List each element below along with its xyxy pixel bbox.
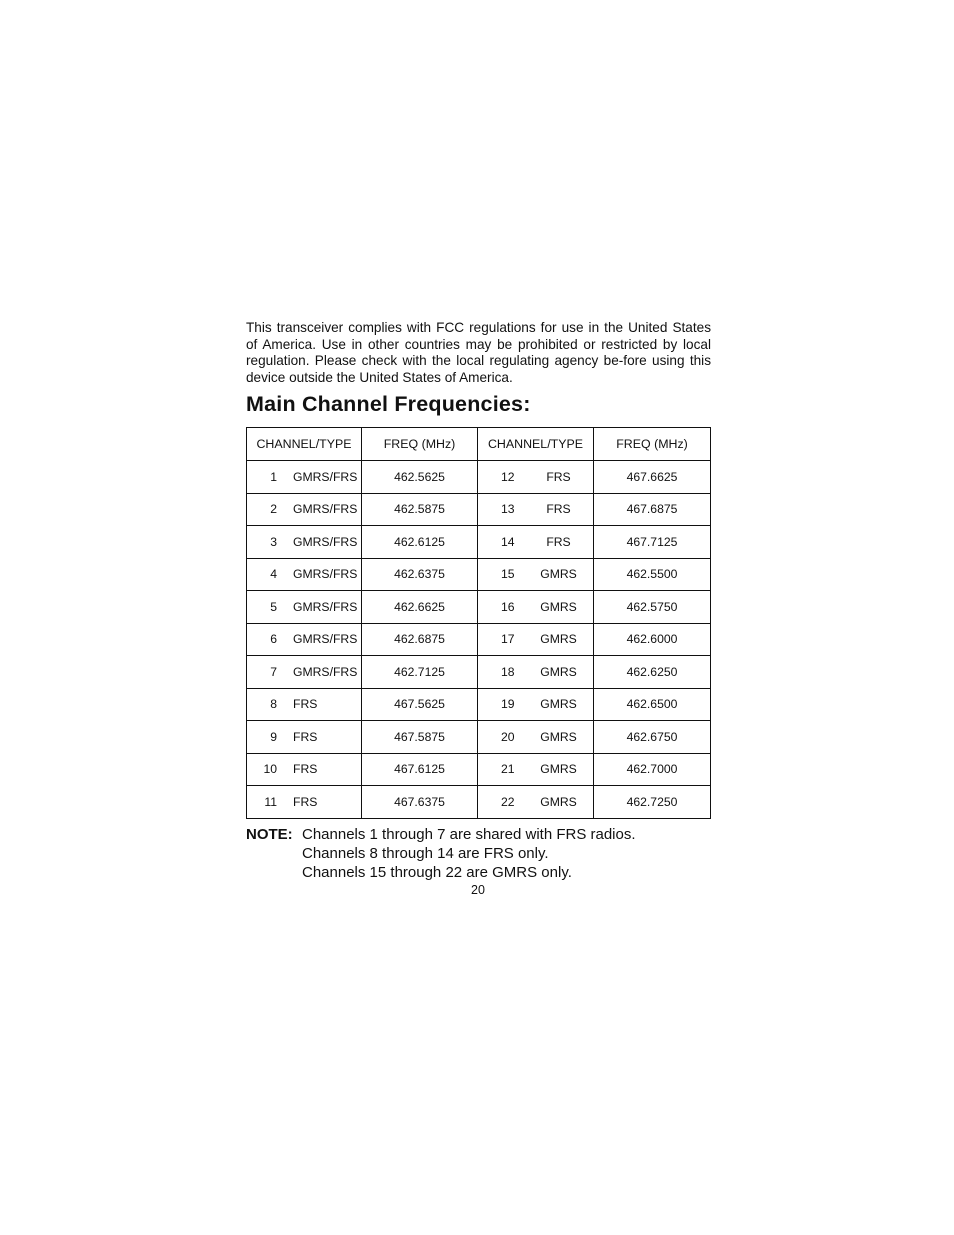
table-row	[247, 526, 711, 559]
frequency-cell: 467.6125	[362, 753, 478, 786]
frequency-cell: 462.5750	[594, 591, 711, 624]
channel-number: 4	[270, 567, 277, 582]
channel-type-cell	[247, 753, 362, 786]
frequency-cell: 462.6500	[594, 688, 711, 721]
channel-type: GMRS	[540, 567, 577, 582]
channel-type-cell	[478, 623, 594, 656]
channel-type-cell	[478, 558, 594, 591]
frequency-cell: 462.7125	[362, 656, 478, 689]
channel-number: 6	[270, 632, 277, 647]
channel-number: 19	[501, 697, 515, 712]
table-row	[247, 623, 711, 656]
channel-type: GMRS/FRS	[293, 664, 358, 679]
header-channel-type-right: CHANNEL/TYPE	[478, 428, 594, 461]
channel-number: 7	[270, 664, 277, 679]
frequency-cell: 462.6875	[362, 623, 478, 656]
channel-type-cell	[478, 461, 594, 494]
header-freq-left: FREQ (MHz)	[362, 428, 478, 461]
channel-type-cell	[247, 786, 362, 819]
channel-type: GMRS/FRS	[293, 567, 358, 582]
frequency-cell: 462.5500	[594, 558, 711, 591]
channel-type: FRS	[293, 729, 318, 744]
channel-type-cell	[247, 656, 362, 689]
intro-paragraph: This transceiver complies with FCC regulations for use in the United States of America. Use in other countries may be prohibited or restricted by local regulation. Please check with the local regulating agency be-fore using this device outside the United States of America.	[246, 320, 711, 385]
channel-frequency-table	[246, 427, 711, 819]
channel-type: FRS	[546, 534, 571, 549]
channel-type: GMRS	[540, 632, 577, 647]
channel-number: 9	[270, 729, 277, 744]
channel-type-cell	[247, 558, 362, 591]
channel-number: 10	[263, 762, 277, 777]
channel-number: 17	[501, 632, 515, 647]
note-label: NOTE:	[246, 826, 293, 843]
frequency-cell: 467.6875	[594, 493, 711, 526]
channel-type-cell	[247, 688, 362, 721]
frequency-cell: 462.6750	[594, 721, 711, 754]
frequency-cell: 462.5625	[362, 461, 478, 494]
channel-number: 21	[501, 762, 515, 777]
channel-type-cell	[478, 721, 594, 754]
table-row	[247, 753, 711, 786]
frequency-cell: 462.6375	[362, 558, 478, 591]
channel-type: FRS	[546, 469, 571, 484]
channel-number: 12	[501, 469, 515, 484]
note-line: Channels 1 through 7 are shared with FRS radios.	[302, 826, 636, 843]
frequency-cell: 467.5875	[362, 721, 478, 754]
channel-type-cell	[478, 688, 594, 721]
frequency-cell: 467.5625	[362, 688, 478, 721]
channel-number: 20	[501, 729, 515, 744]
channel-number: 2	[270, 502, 277, 517]
table-row	[247, 591, 711, 624]
channel-type: GMRS	[540, 762, 577, 777]
channel-number: 1	[270, 469, 277, 484]
frequency-cell: 462.7250	[594, 786, 711, 819]
channel-type: FRS	[293, 697, 318, 712]
frequency-cell: 462.6250	[594, 656, 711, 689]
table-row	[247, 721, 711, 754]
page-title: Main Channel Frequencies:	[246, 392, 531, 416]
frequency-cell: 462.6625	[362, 591, 478, 624]
channel-type: GMRS	[540, 729, 577, 744]
channel-type-cell	[247, 623, 362, 656]
channel-number: 3	[270, 534, 277, 549]
frequency-cell: 467.6375	[362, 786, 478, 819]
manual-page	[246, 320, 711, 897]
header-channel-type-left: CHANNEL/TYPE	[247, 428, 362, 461]
channel-type-cell	[247, 526, 362, 559]
channel-type: GMRS/FRS	[293, 469, 358, 484]
table-row	[247, 786, 711, 819]
channel-type: FRS	[293, 762, 318, 777]
table-row	[247, 656, 711, 689]
frequency-cell: 462.6125	[362, 526, 478, 559]
note-line: Channels 8 through 14 are FRS only.	[302, 845, 549, 863]
channel-number: 5	[270, 599, 277, 614]
channel-type: FRS	[546, 502, 571, 517]
header-freq-right: FREQ (MHz)	[594, 428, 711, 461]
channel-type: GMRS/FRS	[293, 599, 358, 614]
channel-number: 18	[501, 664, 515, 679]
channel-type-cell	[478, 493, 594, 526]
note-block	[246, 825, 726, 883]
channel-type-cell	[478, 591, 594, 624]
channel-type-cell	[247, 493, 362, 526]
channel-type: GMRS/FRS	[293, 534, 358, 549]
channel-type-cell	[478, 753, 594, 786]
channel-number: 11	[264, 794, 277, 809]
channel-type: GMRS/FRS	[293, 632, 358, 647]
channel-type: GMRS	[540, 599, 577, 614]
frequency-cell: 467.7125	[594, 526, 711, 559]
channel-type-cell	[478, 786, 594, 819]
channel-type-cell	[247, 461, 362, 494]
frequency-cell: 462.5875	[362, 493, 478, 526]
note-line: Channels 15 through 22 are GMRS only.	[302, 864, 572, 882]
channel-number: 13	[501, 502, 515, 517]
table-row	[247, 688, 711, 721]
channel-number: 15	[501, 567, 515, 582]
channel-number: 14	[501, 534, 515, 549]
table-row	[247, 493, 711, 526]
table-row	[247, 461, 711, 494]
channel-type: FRS	[293, 794, 318, 809]
table-header-row	[247, 428, 711, 461]
channel-type: GMRS	[540, 794, 577, 809]
channel-type: GMRS	[540, 697, 577, 712]
channel-type-cell	[247, 721, 362, 754]
channel-type-cell	[478, 656, 594, 689]
frequency-cell: 467.6625	[594, 461, 711, 494]
frequency-cell: 462.7000	[594, 753, 711, 786]
channel-type: GMRS	[540, 664, 577, 679]
channel-number: 8	[270, 697, 277, 712]
channel-type-cell	[247, 591, 362, 624]
page-number: 20	[471, 883, 485, 897]
channel-type-cell	[478, 526, 594, 559]
channel-type: GMRS/FRS	[293, 502, 358, 517]
table-row	[247, 558, 711, 591]
channel-number: 22	[501, 794, 515, 809]
frequency-cell: 462.6000	[594, 623, 711, 656]
channel-number: 16	[501, 599, 515, 614]
